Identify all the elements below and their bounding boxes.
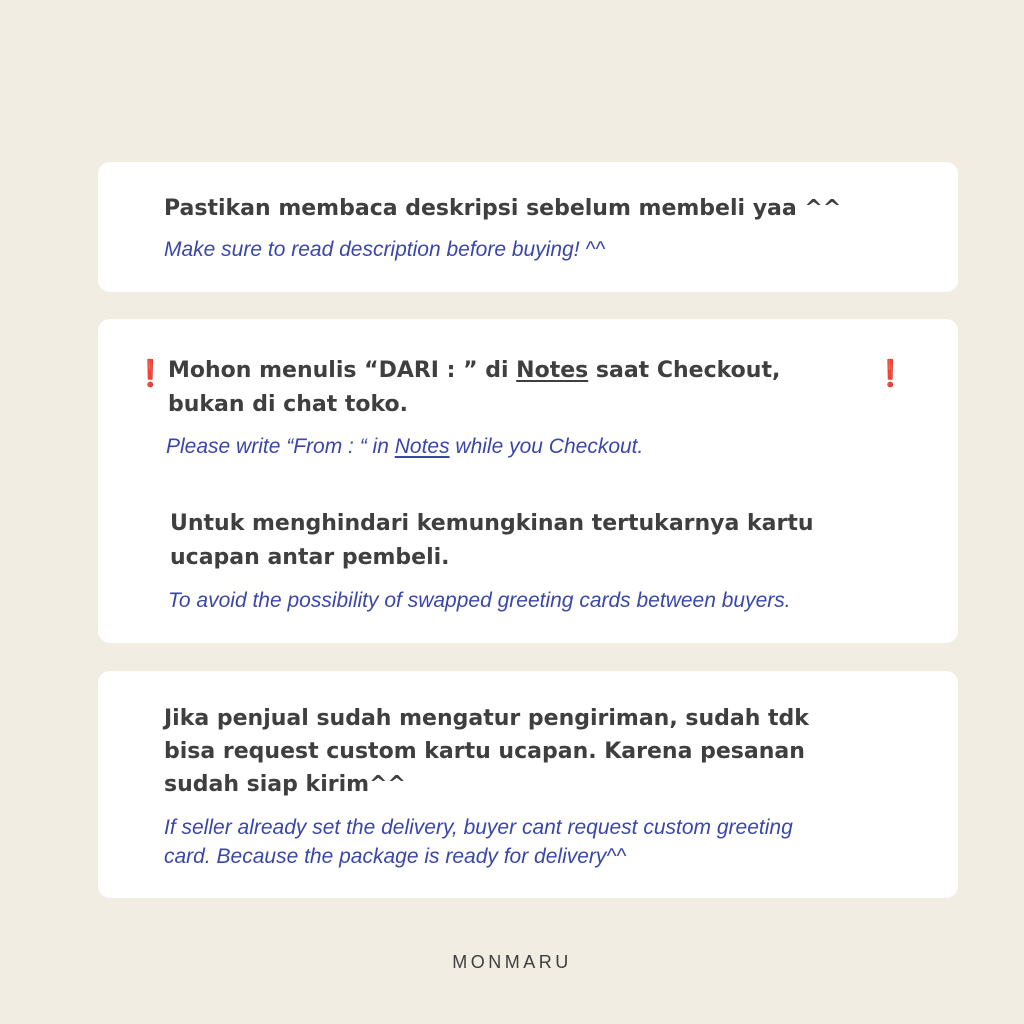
notice-card-write-notes: [98, 319, 958, 643]
notice-1-english-text: Make sure to read description before buying! ^^: [164, 238, 606, 261]
brand-wordmark: MONMARU: [452, 952, 572, 972]
notice-3-indonesian-line-1: Jika penjual sudah mengatur pengiriman, sudah tdk: [164, 706, 809, 731]
notice-3-english-line-2: card. Because the package is ready for delivery^^: [164, 845, 627, 868]
notice-2-indonesian-line-1: [168, 354, 780, 388]
notice-2-reason-line-1: Untuk menghindari kemungkinan tertukarnya kartu: [170, 511, 814, 536]
notice-2-english-text: [166, 432, 643, 461]
notice-2-text-pre: Mohon menulis “DARI : ” di: [168, 358, 517, 383]
notice-2-text-post: saat Checkout,: [588, 358, 781, 383]
notice-3-indonesian-line-3: sudah siap kirim^^: [164, 772, 406, 797]
notice-2-reason-english: To avoid the possibility of swapped greeting cards between buyers.: [168, 589, 791, 612]
notice-card-custom-greeting: [98, 671, 958, 898]
notice-2-reason-line-2: ucapan antar pembeli.: [170, 545, 450, 570]
notice-2-english-post: while you Checkout.: [449, 435, 644, 458]
exclamation-icon: ❗: [874, 359, 907, 389]
notice-2-english-pre: Please write “From : “ in: [166, 435, 395, 458]
notice-3-indonesian-line-2: bisa request custom kartu ucapan. Karena pesanan: [164, 739, 805, 764]
notes-term-english: Notes: [394, 435, 450, 458]
notice-2-indonesian-line-2: bukan di chat toko.: [168, 392, 409, 417]
exclamation-icon: ❗: [134, 359, 167, 389]
notice-3-english-line-1: If seller already set the delivery, buyer cant request custom greeting: [164, 816, 793, 839]
notice-card-read-description: [98, 162, 958, 292]
notes-term: Notes: [516, 358, 589, 383]
notice-1-indonesian-text: Pastikan membaca deskripsi sebelum membeli yaa ^^: [164, 196, 842, 221]
